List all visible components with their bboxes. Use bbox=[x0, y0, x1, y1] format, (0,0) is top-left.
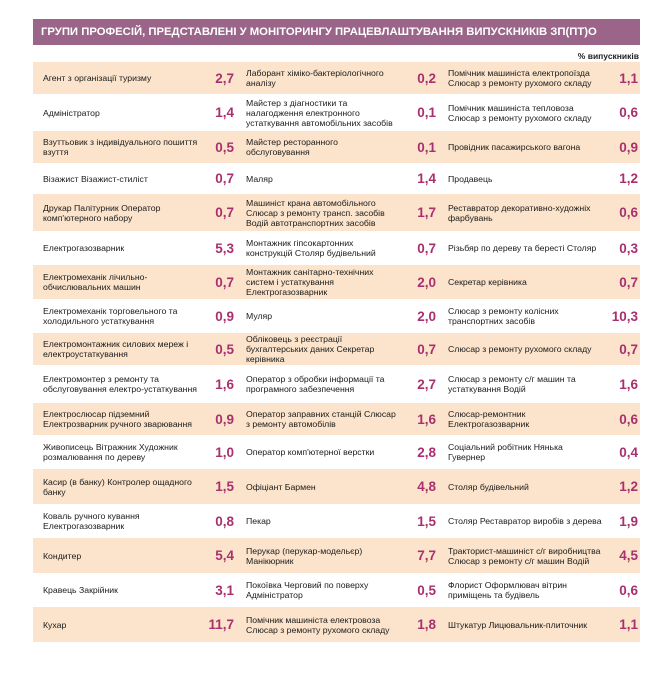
table-row bbox=[33, 505, 640, 538]
table-row bbox=[33, 403, 640, 436]
table-row bbox=[33, 131, 640, 164]
profession-label: Оператор з обробки інформації та програмного забезпечення bbox=[246, 374, 385, 394]
profession-percent: 0,8 bbox=[215, 513, 234, 529]
profession-cell bbox=[440, 366, 640, 402]
profession-cell bbox=[238, 300, 440, 332]
profession-label: Перукар (перукар-модельєр) Манікюрник bbox=[246, 545, 363, 566]
profession-cell bbox=[33, 131, 238, 163]
profession-percent: 0,5 bbox=[215, 341, 234, 357]
profession-percent: 10,3 bbox=[611, 308, 638, 324]
table-row bbox=[33, 95, 640, 131]
profession-percent: 1,2 bbox=[619, 479, 638, 494]
profession-percent: 0,9 bbox=[215, 308, 234, 324]
profession-cell bbox=[33, 265, 238, 299]
profession-cell bbox=[238, 403, 440, 435]
profession-cell bbox=[33, 436, 238, 468]
profession-cell bbox=[33, 538, 238, 573]
profession-percent: 1,6 bbox=[215, 376, 234, 392]
profession-cell bbox=[33, 607, 238, 642]
profession-percent: 7,7 bbox=[417, 548, 436, 563]
profession-percent: 1,8 bbox=[417, 617, 436, 632]
profession-cell bbox=[440, 607, 640, 642]
profession-cell bbox=[440, 131, 640, 163]
profession-cell bbox=[33, 95, 238, 130]
profession-label: Живописець Вітражник Художник розмалювання по дереву bbox=[43, 442, 178, 462]
profession-cell bbox=[33, 62, 238, 94]
profession-label: Електрогазозварник bbox=[43, 243, 125, 253]
profession-percent: 0,5 bbox=[215, 139, 234, 155]
profession-percent: 5,4 bbox=[215, 548, 234, 563]
profession-label: Взуттьовик з індивідуального пошиття взуття bbox=[43, 137, 198, 157]
table-row bbox=[33, 538, 640, 574]
profession-cell bbox=[238, 469, 440, 504]
profession-label: Помічник машиніста електропоїзда Слюсар з ремонту рухомого складу bbox=[448, 68, 592, 88]
profession-label: Коваль ручного кування Електрогазозварник bbox=[43, 511, 140, 531]
profession-cell bbox=[238, 131, 440, 163]
profession-cell bbox=[33, 164, 238, 193]
table-row bbox=[33, 436, 640, 469]
profession-cell bbox=[33, 366, 238, 402]
profession-cell bbox=[238, 265, 440, 299]
profession-percent: 5,3 bbox=[215, 240, 234, 256]
profession-cell bbox=[440, 194, 640, 231]
profession-label: Кухар bbox=[43, 619, 67, 630]
profession-percent: 2,8 bbox=[417, 444, 436, 460]
profession-label: Оператор комп'ютерної верстки bbox=[246, 447, 375, 457]
profession-percent: 2,7 bbox=[215, 70, 234, 86]
profession-percent: 1,1 bbox=[619, 617, 638, 632]
profession-percent: 0,3 bbox=[619, 240, 638, 256]
profession-cell bbox=[440, 505, 640, 537]
profession-label: Флорист Оформлювач вітрин приміщень та будівель bbox=[448, 580, 567, 600]
profession-cell bbox=[238, 232, 440, 264]
profession-percent: 0,7 bbox=[417, 240, 436, 256]
profession-cell bbox=[33, 574, 238, 606]
profession-label: Монтажник гіпсокартонних конструкцій Столяр будівельний bbox=[246, 238, 376, 258]
profession-label: Монтажник санітарно-технічних систем і устаткування Електрогазозварник bbox=[246, 267, 374, 297]
table-row bbox=[33, 164, 640, 194]
profession-label: Електромонтажник силових мереж і електроустаткування bbox=[43, 339, 189, 359]
profession-percent: 1,0 bbox=[215, 444, 234, 460]
profession-label: Штукатур Лицювальник-плиточник bbox=[448, 619, 588, 630]
profession-label: Провідник пасажирського вагона bbox=[448, 142, 581, 152]
profession-cell bbox=[238, 505, 440, 537]
profession-percent: 0,5 bbox=[417, 582, 436, 598]
table-row bbox=[33, 607, 640, 643]
profession-cell bbox=[440, 333, 640, 365]
profession-label: Друкар Палітурник Оператор комп'ютерного набору bbox=[43, 202, 161, 223]
profession-label: Оператор заправних станцій Слюсар з ремонту автомобілів bbox=[246, 409, 396, 429]
profession-label: Майстер з діагностики та налагодження електронного устаткування автомобільних засобів bbox=[246, 97, 393, 128]
profession-label: Майстер ресторанного обслуговування bbox=[246, 137, 338, 157]
profession-percent: 0,9 bbox=[215, 411, 234, 427]
profession-percent: 4,8 bbox=[417, 479, 436, 494]
profession-label: Реставратор декоративно-художніх фарбувань bbox=[448, 202, 591, 223]
profession-percent: 0,7 bbox=[619, 274, 638, 290]
profession-label: Візажист Візажист-стиліст bbox=[43, 173, 148, 184]
profession-label: Адміністратор bbox=[43, 107, 100, 118]
profession-percent: 1,5 bbox=[215, 479, 234, 494]
professions-table bbox=[33, 62, 640, 643]
profession-percent: 0,1 bbox=[417, 105, 436, 120]
profession-cell bbox=[238, 538, 440, 573]
profession-label: Маляр bbox=[246, 173, 273, 184]
profession-percent: 0,7 bbox=[417, 341, 436, 357]
profession-percent: 0,7 bbox=[215, 171, 234, 186]
profession-percent: 0,9 bbox=[619, 139, 638, 155]
profession-cell bbox=[33, 333, 238, 365]
profession-cell bbox=[33, 194, 238, 231]
profession-cell bbox=[440, 265, 640, 299]
profession-cell bbox=[33, 300, 238, 332]
table-row bbox=[33, 574, 640, 607]
profession-label: Різьбяр по дереву та бересті Столяр bbox=[448, 243, 597, 253]
table-row bbox=[33, 62, 640, 95]
profession-label: Кондитер bbox=[43, 550, 82, 561]
profession-cell bbox=[440, 232, 640, 264]
table-row bbox=[33, 333, 640, 366]
profession-cell bbox=[238, 366, 440, 402]
profession-label: Слюсар з ремонту колісних транспортних засобів bbox=[448, 306, 559, 326]
table-row bbox=[33, 232, 640, 265]
profession-label: Агент з організації туризму bbox=[43, 73, 152, 83]
unit-label: % випускників bbox=[577, 51, 639, 61]
profession-label: Лаборант хіміко-бактеріологічного аналізу bbox=[246, 68, 384, 88]
profession-cell bbox=[440, 300, 640, 332]
profession-cell bbox=[238, 436, 440, 468]
profession-cell bbox=[33, 469, 238, 504]
profession-cell bbox=[238, 164, 440, 193]
profession-cell bbox=[33, 505, 238, 537]
profession-label: Офіціант Бармен bbox=[246, 481, 316, 492]
profession-label: Слюсар з ремонту с/г машин та устаткування Водій bbox=[448, 374, 576, 394]
table-row bbox=[33, 469, 640, 505]
profession-percent: 0,6 bbox=[619, 582, 638, 598]
profession-label: Столяр Реставратор виробів з дерева bbox=[448, 516, 602, 526]
profession-label: Обліковець з реєстрації бухгалтерських даних Секретар керівника bbox=[246, 334, 375, 364]
profession-label: Секретар керівника bbox=[448, 277, 527, 287]
profession-percent: 1,7 bbox=[417, 205, 436, 220]
profession-percent: 2,0 bbox=[417, 274, 436, 290]
profession-cell bbox=[440, 403, 640, 435]
table-row bbox=[33, 300, 640, 333]
profession-cell bbox=[238, 607, 440, 642]
profession-label: Покоївка Черговий по поверху Адміністратор bbox=[246, 580, 369, 600]
profession-cell bbox=[238, 194, 440, 231]
table-row bbox=[33, 194, 640, 232]
profession-percent: 1,2 bbox=[619, 171, 638, 186]
profession-percent: 4,5 bbox=[619, 548, 638, 563]
profession-percent: 0,2 bbox=[417, 70, 436, 86]
table-row bbox=[33, 265, 640, 300]
profession-label: Електрослюсар підземний Електрозварник ручного зварювання bbox=[43, 409, 192, 429]
profession-label: Слюсар з ремонту рухомого складу bbox=[448, 344, 592, 354]
profession-cell bbox=[440, 574, 640, 606]
profession-label: Пекар bbox=[246, 516, 271, 526]
profession-cell bbox=[440, 436, 640, 468]
profession-percent: 0,1 bbox=[417, 139, 436, 155]
profession-cell bbox=[440, 95, 640, 130]
profession-label: Касир (в банку) Контролер ощадного банку bbox=[43, 476, 192, 497]
profession-percent: 0,6 bbox=[619, 411, 638, 427]
profession-label: Електромеханік лічильно-обчислювальних машин bbox=[43, 272, 148, 292]
profession-percent: 2,7 bbox=[417, 376, 436, 392]
profession-cell bbox=[440, 62, 640, 94]
profession-percent: 11,7 bbox=[208, 617, 234, 632]
profession-percent: 1,9 bbox=[619, 513, 638, 529]
table-row bbox=[33, 366, 640, 403]
profession-label: Слюсар-ремонтник Електрогазозварник bbox=[448, 409, 530, 429]
profession-percent: 1,4 bbox=[215, 105, 234, 120]
profession-percent: 1,6 bbox=[619, 376, 638, 392]
profession-percent: 0,7 bbox=[619, 341, 638, 357]
profession-cell bbox=[238, 62, 440, 94]
profession-label: Продавець bbox=[448, 173, 493, 184]
profession-percent: 0,6 bbox=[619, 105, 638, 120]
page-title: ГРУПИ ПРОФЕСІЙ, ПРЕДСТАВЛЕНІ У МОНІТОРИНГУ ПРАЦЕВЛАШТУВАННЯ ВИПУСКНИКІВ ЗП(ПТ)О bbox=[33, 19, 640, 45]
profession-cell bbox=[440, 469, 640, 504]
profession-label: Електромонтер з ремонту та обслуговування електро-устаткування bbox=[43, 374, 197, 394]
profession-percent: 0,7 bbox=[215, 205, 234, 220]
profession-label: Тракторист-машиніст с/г виробництва Слюсар з ремонту с/г машин Водій bbox=[448, 545, 601, 566]
profession-percent: 1,5 bbox=[417, 513, 436, 529]
profession-percent: 0,6 bbox=[619, 205, 638, 220]
profession-label: Соціальний робітник Нянька Гувернер bbox=[448, 442, 563, 462]
profession-label: Помічник машиніста тепловоза Слюсар з ремонту рухомого складу bbox=[448, 102, 592, 123]
profession-percent: 1,4 bbox=[417, 171, 436, 186]
profession-label: Муляр bbox=[246, 311, 273, 321]
profession-cell bbox=[33, 403, 238, 435]
profession-label: Машиніст крана автомобільного Слюсар з ремонту трансп. засобів Водій автотранспортних засобів bbox=[246, 197, 385, 228]
profession-percent: 1,6 bbox=[417, 411, 436, 427]
profession-percent: 0,7 bbox=[215, 274, 234, 290]
profession-percent: 3,1 bbox=[215, 582, 234, 598]
profession-label: Електромеханік торговельного та холодильного устаткування bbox=[43, 306, 178, 326]
profession-percent: 0,4 bbox=[619, 444, 638, 460]
profession-percent: 1,1 bbox=[619, 70, 638, 86]
profession-cell bbox=[440, 538, 640, 573]
profession-label: Кравець Закрійник bbox=[43, 585, 118, 595]
profession-percent: 2,0 bbox=[417, 308, 436, 324]
profession-cell bbox=[33, 232, 238, 264]
profession-label: Столяр будівельний bbox=[448, 481, 529, 492]
profession-cell bbox=[238, 95, 440, 130]
profession-cell bbox=[238, 574, 440, 606]
profession-cell bbox=[238, 333, 440, 365]
profession-label: Помічник машиніста електровоза Слюсар з ремонту рухомого складу bbox=[246, 614, 390, 635]
profession-cell bbox=[440, 164, 640, 193]
